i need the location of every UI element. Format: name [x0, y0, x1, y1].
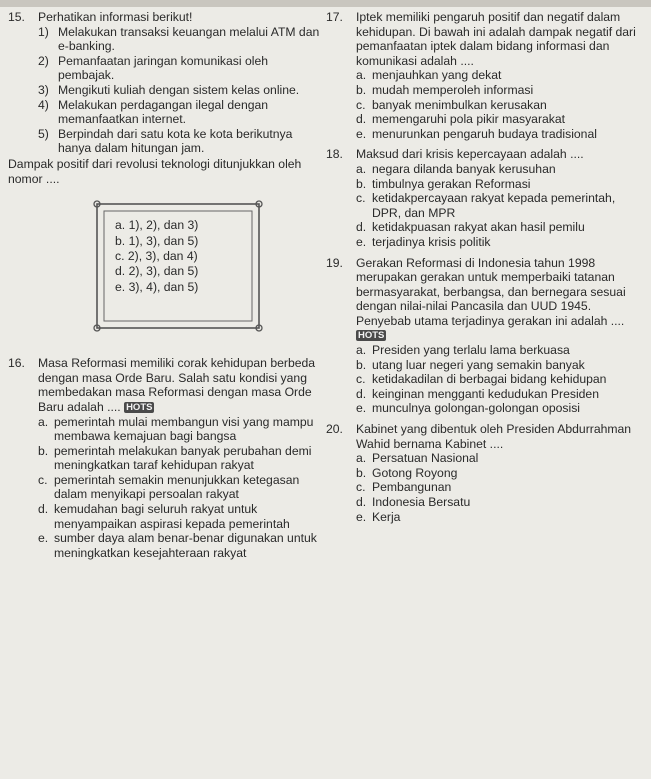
question-15-prompt: Dampak positif dari revolusi teknologi ditunjukkan oleh nomor .... [8, 156, 302, 186]
option-b[interactable]: b. 1), 3), dan 5) [115, 233, 199, 248]
option-a[interactable]: a. negara dilanda banyak kerusuhan [356, 161, 556, 176]
question-15-options-box [83, 192, 273, 342]
left-column [8, 10, 320, 561]
option-b[interactable]: b. Gotong Royong [356, 465, 458, 480]
option-e[interactable]: e. terjadinya krisis politik [356, 234, 491, 249]
question-20-stem: Kabinet yang dibentuk oleh Presiden Abdurrahman Wahid bernama Kabinet .... [356, 422, 632, 451]
option-c[interactable]: c. 2), 3), dan 4) [115, 248, 198, 263]
question-15-options [115, 218, 198, 295]
option-e[interactable]: e. 3), 4), dan 5) [115, 279, 199, 294]
hots-badge: HOTS [358, 330, 385, 342]
option-d[interactable]: d. 2), 3), dan 5) [115, 264, 199, 279]
option-d[interactable]: d. ketidakpuasan rakyat akan hasil pemilu [356, 220, 585, 235]
option-a[interactable]: a. pemerintah mulai membangun visi yang mampu membawa kemajuan bagi bangsa [38, 414, 314, 444]
question-15-title: Perhatikan informasi berikut! [38, 10, 193, 24]
option-a[interactable]: a. Presiden yang terlalu lama berkuasa [356, 343, 570, 358]
option-c[interactable]: c. banyak menimbulkan kerusakan [356, 97, 547, 112]
option-c[interactable]: c. ketidakpercayaan rakyat kepada pemerintah, DPR, dan MPR [356, 191, 616, 220]
question-15-number: 15. [8, 10, 25, 24]
option-c[interactable]: c. Pembangunan [356, 480, 452, 495]
option-e[interactable]: e. munculnya golongan-golongan oposisi [356, 401, 581, 416]
option-d[interactable]: d. kemudahan bagi seluruh rakyat untuk menyampaikan aspirasi kepada pemerintah [38, 502, 290, 531]
option-e[interactable]: e. sumber daya alam benar-benar digunakan untuk meningkatkan kesejahteraan rakyat [38, 531, 317, 560]
question-17-stem: Iptek memiliki pengaruh positif dan negatif dalam kehidupan. Di bawah ini adalah dampak negatif dari pemanfaatan iptek dalam bidang informasi dan komunikasi adalah .... [356, 10, 636, 68]
question-17 [326, 10, 646, 141]
question-19-stem: Gerakan Reformasi di Indonesia tahun 1998 merupakan gerakan untuk memperbaiki tatanan bermasyarakat, berbangsa, dan bernegara sesuai dengan nilai-nilai Pancasila dan UUD 1945. Penyebab utama terjadinya gerakan ini adalah .... HOTS [356, 255, 626, 342]
question-18-number: 18. [326, 147, 343, 162]
option-b[interactable]: b. pemerintah melakukan banyak perubahan demi meningkatkan taraf kehidupan rakyat [38, 443, 312, 473]
option-a[interactable]: a. menjauhkan yang dekat [356, 68, 502, 83]
option-a[interactable]: a. Persatuan Nasional [356, 451, 479, 466]
option-b[interactable]: b. mudah memperoleh informasi [356, 82, 534, 97]
page-top-strip [0, 0, 651, 7]
list-item: 3) Mengikuti kuliah dengan sistem kelas online. [38, 82, 300, 97]
option-d[interactable]: d. keinginan mengganti kedudukan Presiden [356, 386, 599, 401]
option-e[interactable]: e. Kerja [356, 509, 401, 524]
option-c[interactable]: c. ketidakadilan di berbagai bidang kehidupan [356, 372, 607, 387]
question-16 [8, 356, 320, 560]
right-column [326, 10, 646, 525]
question-15 [8, 10, 320, 156]
question-19 [326, 256, 646, 417]
question-19-number: 19. [326, 255, 343, 270]
question-17-number: 17. [326, 10, 343, 24]
list-item: 5) Berpindah dari satu kota ke kota berikutnya hanya dalam hitungan jam. [38, 126, 293, 156]
question-16-number: 16. [8, 356, 25, 371]
option-e[interactable]: e. menurunkan pengaruh budaya tradisional [356, 126, 597, 141]
question-20-number: 20. [326, 422, 343, 437]
option-c[interactable]: c. pemerintah semakin menunjukkan ketegasan dalam menyikapi persoalan rakyat [38, 472, 300, 502]
option-d[interactable]: d. Indonesia Bersatu [356, 495, 471, 509]
list-item: 4) Melakukan perdagangan ilegal dengan memanfaatkan internet. [38, 97, 269, 127]
option-b[interactable]: b. utang luar negeri yang semakin banyak [356, 357, 585, 372]
list-item: 1) Melakukan transaksi keuangan melalui ATM dan e-banking. [38, 24, 320, 54]
option-b[interactable]: b. timbulnya gerakan Reformasi [356, 176, 531, 191]
hots-badge: HOTS [126, 401, 153, 413]
question-18-stem: Maksud dari krisis kepercayaan adalah .... [356, 147, 584, 162]
list-item: 2) Pemanfaatan jaringan komunikasi oleh pembajak. [38, 53, 269, 83]
option-d[interactable]: d. memengaruhi pola pikir masyarakat [356, 112, 566, 127]
question-20 [326, 422, 646, 524]
question-18 [326, 147, 646, 249]
question-16-stem: Masa Reformasi memiliki corak kehidupan berbeda dengan masa Orde Baru. Salah satu kondisi yang membedakan masa Reformasi dengan masa Orde Baru adalah .... HOTS [38, 356, 316, 414]
option-a[interactable]: a. 1), 2), dan 3) [115, 218, 199, 233]
